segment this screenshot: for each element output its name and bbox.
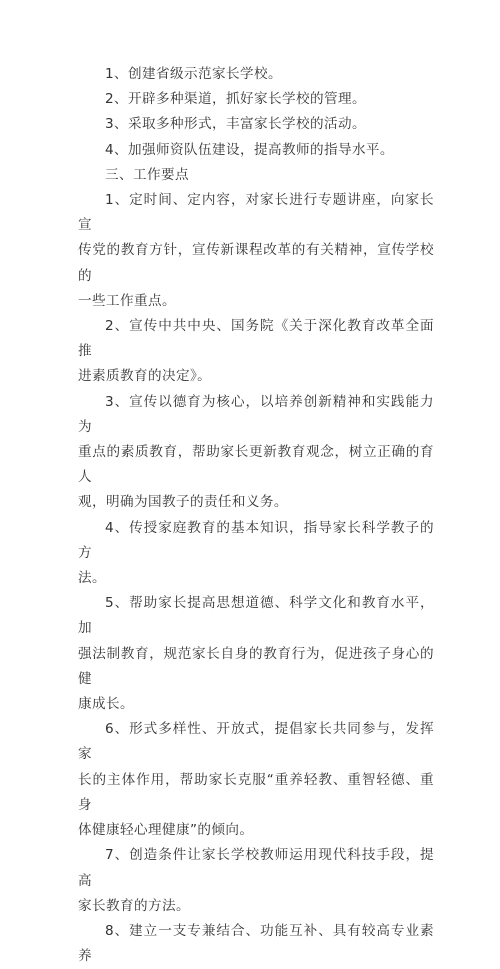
paragraph (78, 62, 434, 87)
text-line: 7、创造条件让家长学校教师运用现代科技手段，提高 (78, 847, 434, 889)
text-line: 3、宣传以德育为核心，以培养创新精神和实践能力为 (78, 393, 434, 435)
text-line: 2、开辟多种渠道，抓好家长学校的管理。 (105, 91, 366, 108)
text-line: 法。 (78, 570, 106, 587)
text-line: 长的主体作用，帮助家长克服“重养轻教、重智轻德、重身 (78, 771, 434, 813)
text-line: 康成长。 (78, 696, 134, 713)
paragraph (78, 138, 434, 163)
text-line: 1、定时间、定内容，对家长进行专题讲座，向家长宣 (78, 192, 434, 234)
text-line: 4、加强师资队伍建设，提高教师的指导水平。 (105, 141, 394, 158)
text-line: 3、采取多种形式，丰富家长学校的活动。 (105, 116, 366, 133)
text-line: 一些工作重点。 (78, 292, 176, 309)
paragraph (78, 516, 434, 592)
text-line: 进素质教育的决定》。 (78, 368, 212, 385)
text-line: 传党的教育方针，宣传新课程改革的有关精神，宣传学校的 (78, 242, 434, 284)
text-line: 1、创建省级示范家长学校。 (105, 66, 282, 82)
text-line: 4、传授家庭教育的基本知识，指导家长科学教子的方 (78, 519, 434, 561)
text-line: 5、帮助家长提高思想道德、科学文化和教育水平，加 (78, 595, 434, 637)
paragraph (78, 314, 434, 390)
paragraph (78, 112, 434, 137)
text-line: 强法制教育，规范家长自身的教育行为，促进孩子身心的健 (78, 645, 434, 687)
paragraph (78, 188, 434, 314)
paragraph (78, 919, 434, 969)
text-line: 2、宣传中共中央、国务院《关于深化教育改革全面推 (78, 318, 434, 360)
text-line: 重点的素质教育，帮助家长更新教育观念，树立正确的育人 (78, 444, 434, 486)
text-line: 8、建立一支专兼结合、功能互补、具有较高专业素养 (78, 922, 434, 965)
text-line: 家长教育的方法。 (78, 897, 190, 914)
text-line: 体健康轻心理健康”的倾向。 (78, 822, 254, 839)
text-line: 6、形式多样性、开放式，提倡家长共同参与，发挥家 (78, 721, 434, 763)
paragraph (78, 390, 434, 516)
section-heading (78, 163, 434, 188)
document-body (78, 62, 434, 969)
paragraph (78, 591, 434, 717)
paragraph (78, 717, 434, 843)
heading-text: 三、工作要点 (105, 166, 189, 183)
text-line: 观，明确为国教子的责任和义务。 (78, 494, 288, 511)
paragraph (78, 843, 434, 919)
paragraph (78, 87, 434, 112)
